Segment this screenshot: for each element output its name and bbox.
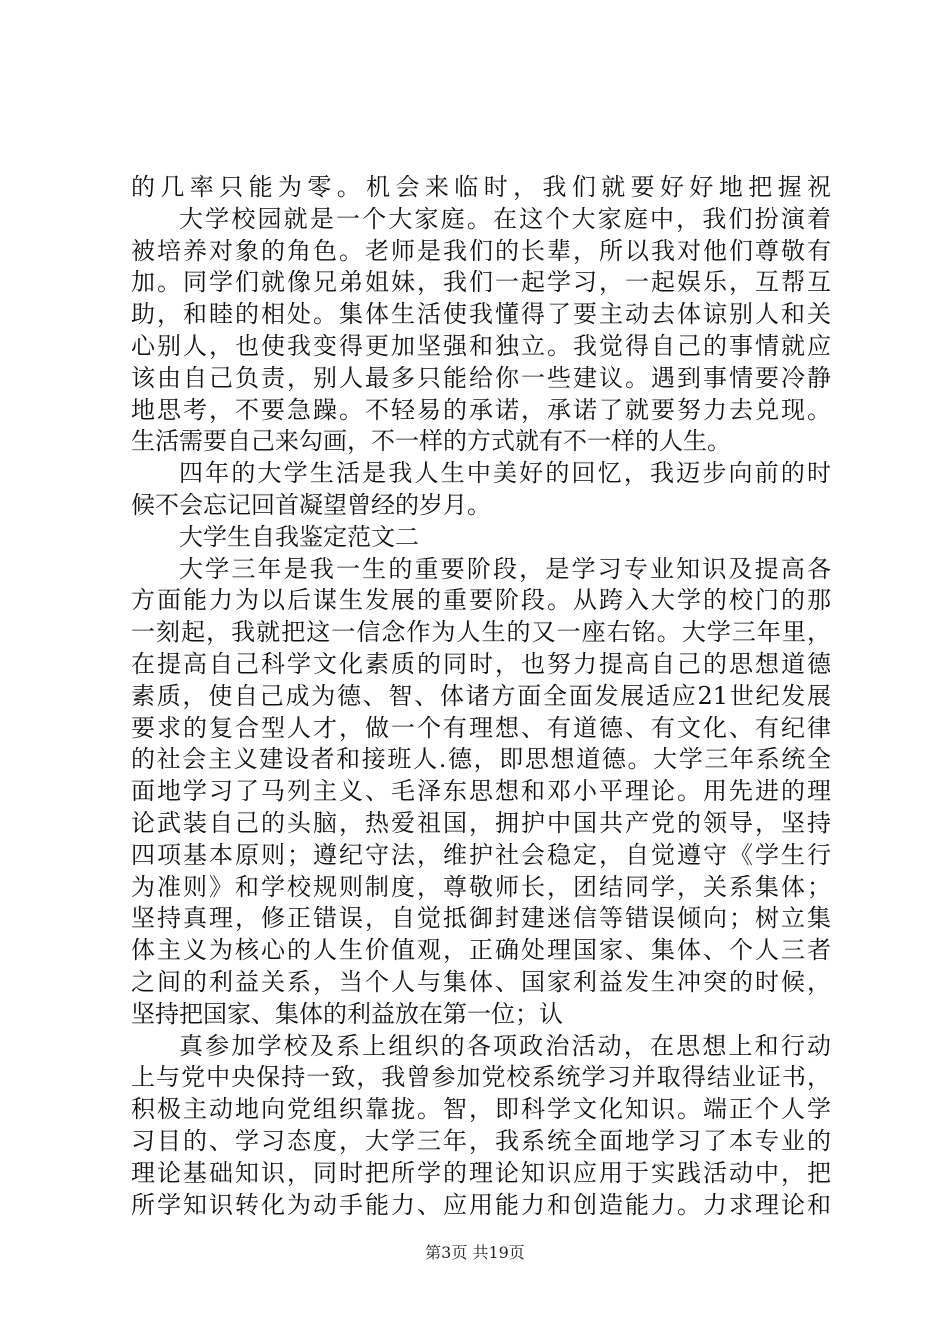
text-line: 助，和睦的相处。集体生活使我懂得了要主动去体谅别人和关 [131,300,831,329]
text-line: 上与党中央保持一致，我曾参加党校系统学习并取得结业证书， [131,1063,831,1092]
text-line: 四项基本原则；遵纪守法，维护社会稳定，自觉遵守《学生行 [131,840,831,869]
text-line: 的社会主义建设者和接班人.德，即思想道德。大学三年系统全 [131,745,831,774]
text-line: 论武装自己的头脑，热爱祖国，拥护中国共产党的领导，坚持 [131,808,831,837]
paragraph-start-line: 真参加学校及系上组织的各项政治活动，在思想上和行动 [179,1031,831,1060]
text-line: 素质，使自己成为德、智、体诸方面全面发展适应21世纪发展 [131,681,831,710]
text-line: 所学知识转化为动手能力、应用能力和创造能力。力求理论和 [131,1190,831,1219]
paragraph-start-line: 大学三年是我一生的重要阶段，是学习专业知识及提高各 [179,554,831,583]
text-line: 理论基础知识，同时把所学的理论知识应用于实践活动中，把 [131,1158,831,1187]
body-text [131,172,831,1221]
text-line: 面地学习了马列主义、毛泽东思想和邓小平理论。用先进的理 [131,777,831,806]
text-line: 该由自己负责，别人最多只能给你一些建议。遇到事情要冷静 [131,363,831,392]
text-line: 在提高自己科学文化素质的同时，也努力提高自己的思想道德 [131,649,831,678]
text-line: 候不会忘记回首凝望曾经的岁月。 [131,490,491,519]
text-line: 加。同学们就像兄弟姐妹，我们一起学习，一起娱乐，互帮互 [131,268,831,297]
text-line: 生活需要自己来勾画，不一样的方式就有不一样的人生。 [131,427,731,456]
text-line: 坚持把国家、集体的利益放在第一位；认 [131,999,563,1028]
text-line: 习目的、学习态度，大学三年，我系统全面地学习了本专业的 [131,1126,831,1155]
text-line: 之间的利益关系，当个人与集体、国家利益发生冲突的时候， [131,967,831,996]
text-line: 一刻起，我就把这一信念作为人生的又一座右铭。大学三年里， [131,618,831,647]
text-line: 积极主动地向党组织靠拢。智，即科学文化知识。端正个人学 [131,1095,831,1124]
page-number-footer: 第3页 共19页 [425,1243,525,1262]
text-line: 的几率只能为零。机会来临时，我们就要好好地把握祝 [131,173,831,201]
text-line: 坚持真理，修正错误，自觉抵御封建迷信等错误倾向；树立集 [131,904,831,933]
text-line: 心别人，也使我变得更加坚强和独立。我觉得自己的事情就应 [131,331,831,360]
text-line: 要求的复合型人才，做一个有理想、有道德、有文化、有纪律 [131,713,831,742]
text-line: 为准则》和学校规则制度，尊敬师长，团结同学，关系集体； [131,872,831,901]
text-line: 被培养对象的角色。老师是我们的长辈，所以我对他们尊敬有 [131,236,831,265]
text-line: 地思考，不要急躁。不轻易的承诺，承诺了就要努力去兑现。 [131,395,831,424]
text-line: 体主义为核心的人生价值观，正确处理国家、集体、个人三者 [131,936,831,965]
text-line: 方面能力为以后谋生发展的重要阶段。从跨入大学的校门的那 [131,586,831,615]
section-heading: 大学生自我鉴定范文二 [179,522,419,551]
paragraph-start-line: 大学校园就是一个大家庭。在这个大家庭中，我们扮演着 [179,204,831,233]
paragraph-start-line: 四年的大学生活是我人生中美好的回忆，我迈步向前的时 [179,459,831,488]
